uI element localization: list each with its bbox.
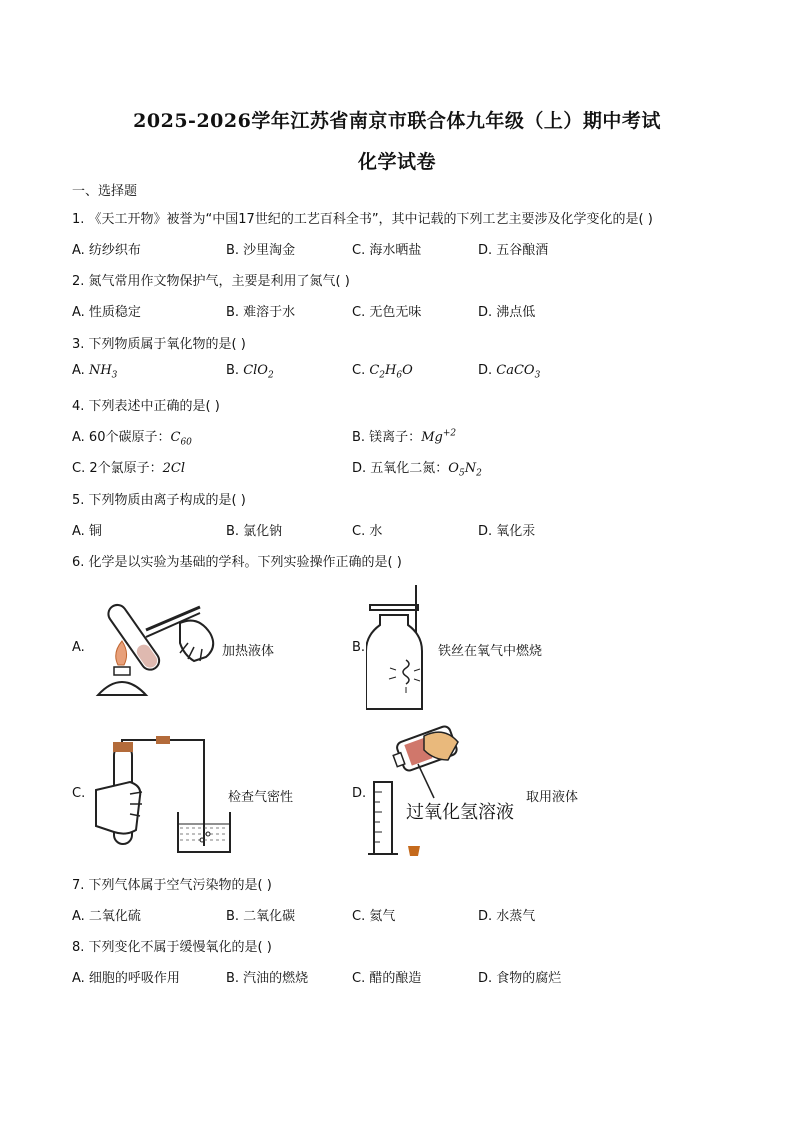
iron-wire-burning-figure (366, 585, 436, 715)
q6-option-a: A. (72, 640, 85, 655)
question-4-stem: 4. 下列表述中正确的是( ) (72, 399, 220, 414)
page-title: 2025-2026学年江苏省南京市联合体九年级（上）期中考试 (133, 110, 661, 132)
formula-caco3: CaCO$_3$ (496, 363, 541, 381)
q8-option-d: D. 食物的腐烂 (478, 971, 562, 986)
q4-option-c: C. 2个氯原子：2Cl (72, 461, 186, 476)
q6-caption-a: 加热液体 (222, 644, 275, 659)
q8-option-b: B. 汽油的燃烧 (226, 971, 309, 986)
hydrogen-peroxide-label: 过氧化氢溶液 (406, 802, 514, 823)
section-heading: 一、选择题 (72, 184, 138, 199)
q8-option-c: C. 醋的酿造 (352, 971, 422, 986)
q1-option-a: A. 纺纱织布 (72, 243, 141, 258)
q3-option-d-label: D. (478, 363, 497, 378)
formula-nh3: $NH_3$ (88, 363, 118, 381)
formula-o5n2: $O_5N_2$ (448, 461, 482, 479)
q5-option-b: B. 氯化钠 (226, 524, 283, 539)
question-7-stem: 7. 下列气体属于空气污染物的是( ) (72, 878, 272, 893)
q3-option-d (478, 363, 540, 381)
q5-option-d: D. 氧化汞 (478, 524, 536, 539)
q3-option-b-label: B. (226, 363, 244, 378)
q1-option-d: D. 五谷酿酒 (478, 243, 549, 258)
q6-caption-b: 铁丝在氧气中燃烧 (438, 644, 543, 659)
q7-option-d: D. 水蒸气 (478, 909, 536, 924)
q6-option-c: C. (72, 786, 86, 801)
q7-option-c: C. 氦气 (352, 909, 396, 924)
pouring-liquid-figure (366, 722, 526, 862)
q7-option-b: B. 二氧化碳 (226, 909, 296, 924)
q3-option-a (72, 363, 117, 381)
page-subtitle: 化学试卷 (357, 151, 436, 173)
q3-option-c-label: C. (352, 363, 370, 378)
formula-c2h6o: $C_2H_6O$ (369, 363, 413, 381)
q1-option-c: C. 海水晒盐 (352, 243, 422, 258)
q4-option-b: B. 镁离子：$Mg^{+2}$ (352, 428, 457, 445)
q4-option-a: A. 60个碳原子：$C_{60}$ (72, 430, 192, 448)
question-2-stem: 2. 氮气常用作文物保护气，主要是利用了氮气( ) (72, 274, 350, 289)
q6-caption-c: 检查气密性 (228, 790, 294, 805)
q6-caption-d: 取用液体 (526, 790, 579, 805)
q3-option-a-label: A. (72, 363, 89, 378)
q6-option-d: D. (352, 786, 367, 801)
question-5-stem: 5. 下列物质由离子构成的是( ) (72, 493, 246, 508)
formula-mg2plus: $Mg^{+2}$ (421, 428, 457, 445)
formula-clo2: ClO$_2$ (243, 363, 274, 381)
q1-option-b: B. 沙里淘金 (226, 243, 296, 258)
q2-option-d: D. 沸点低 (478, 305, 536, 320)
q5-option-c: C. 水 (352, 524, 383, 539)
q5-option-a: A. 铜 (72, 524, 102, 539)
airtightness-check-figure (86, 728, 236, 856)
q7-option-a: A. 二氧化硫 (72, 909, 141, 924)
q6-option-b: B. (352, 640, 366, 655)
formula-c60: $C_{60}$ (170, 430, 192, 448)
question-3-stem: 3. 下列物质属于氧化物的是( ) (72, 337, 246, 352)
q3-option-c (352, 363, 413, 381)
q2-option-a: A. 性质稳定 (72, 305, 141, 320)
formula-2cl: 2Cl (162, 461, 186, 476)
question-6-stem: 6. 化学是以实验为基础的学科。下列实验操作正确的是( ) (72, 555, 402, 570)
q4-option-d: D. 五氧化二氮：$O_5N_2$ (352, 461, 482, 479)
q2-option-b: B. 难溶于水 (226, 305, 296, 320)
question-8-stem: 8. 下列变化不属于缓慢氧化的是( ) (72, 940, 272, 955)
q3-option-b (226, 363, 274, 381)
heating-liquid-figure (88, 585, 228, 705)
q2-option-c: C. 无色无味 (352, 305, 422, 320)
q8-option-a: A. 细胞的呼吸作用 (72, 971, 180, 986)
question-1-stem: 1. 《天工开物》被誉为“中国17世纪的工艺百科全书”，其中记载的下列工艺主要涉及化学变化的是( ) (72, 212, 653, 227)
